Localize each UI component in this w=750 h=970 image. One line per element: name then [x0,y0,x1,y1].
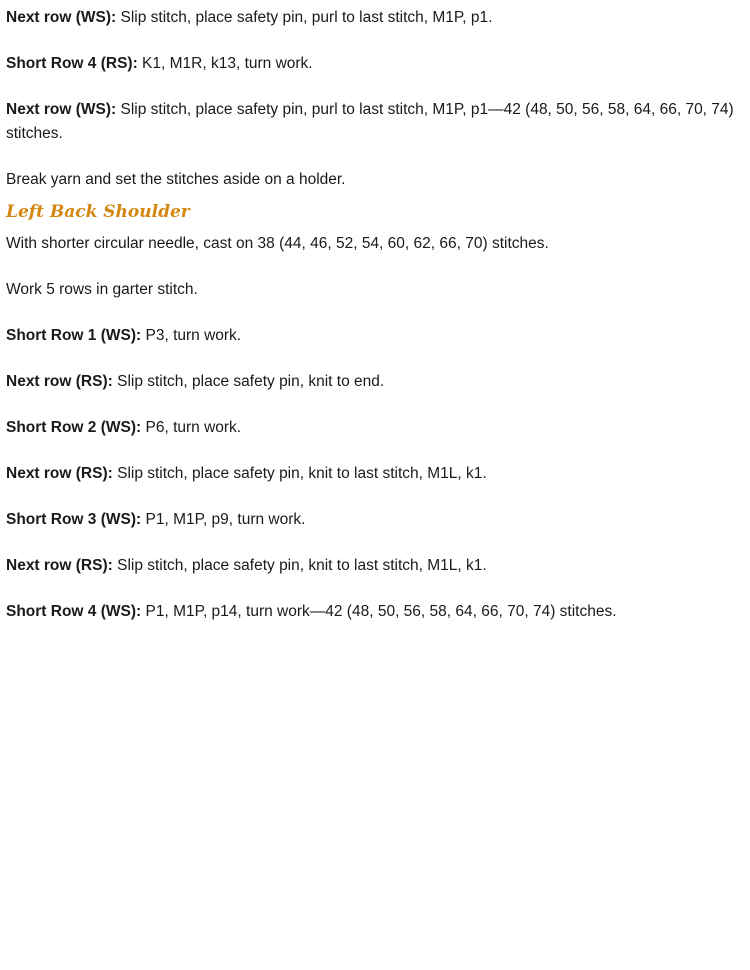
instruction-paragraph [6,168,736,192]
row-label: Short Row 2 (WS): [6,419,142,436]
instruction-paragraph [6,370,736,394]
row-text: P1, M1P, p14, turn work—42 (48, 50, 56, 58, 64, 66, 70, 74) stitches. [141,603,617,620]
row-text: Slip stitch, place safety pin, knit to last stitch, M1L, k1. [112,557,487,574]
document-page [6,6,736,646]
instruction-paragraph [6,508,736,532]
row-label: Short Row 4 (RS): [6,55,138,72]
row-text: P3, turn work. [141,327,242,344]
row-text: Slip stitch, place safety pin, purl to last stitch, M1P, p1. [116,9,493,26]
instruction-paragraph [6,232,736,256]
instruction-paragraph [6,98,736,146]
instruction-paragraph [6,462,736,486]
row-text: P1, M1P, p9, turn work. [141,511,306,528]
row-label: Next row (RS): [6,465,113,482]
row-label: Short Row 4 (WS): [6,603,142,620]
section-heading: Left Back Shoulder [6,202,190,222]
instruction-paragraph [6,324,736,348]
row-text: Slip stitch, place safety pin, purl to last stitch, M1P, p1—42 (48, 50, 56, 58, 64, 66, 70, 74) stitches. [6,101,734,142]
row-label: Next row (RS): [6,557,113,574]
instruction-paragraph [6,6,736,30]
instruction-paragraph [6,554,736,578]
row-text: With shorter circular needle, cast on 38 (44, 46, 52, 54, 60, 62, 66, 70) stitches. [6,235,549,252]
instruction-paragraph [6,278,736,302]
row-text: Slip stitch, place safety pin, knit to end. [112,373,385,390]
instruction-paragraph [6,416,736,440]
row-label: Next row (WS): [6,9,117,26]
row-text: K1, M1R, k13, turn work. [137,55,313,72]
row-text: Break yarn and set the stitches aside on a holder. [6,171,346,188]
row-label: Short Row 3 (WS): [6,511,142,528]
row-label: Next row (WS): [6,101,117,118]
row-text: Slip stitch, place safety pin, knit to last stitch, M1L, k1. [112,465,487,482]
row-text: Work 5 rows in garter stitch. [6,281,198,298]
instruction-paragraph [6,52,736,76]
instruction-paragraph [6,600,736,624]
row-label: Next row (RS): [6,373,113,390]
row-text: P6, turn work. [141,419,242,436]
row-label: Short Row 1 (WS): [6,327,142,344]
